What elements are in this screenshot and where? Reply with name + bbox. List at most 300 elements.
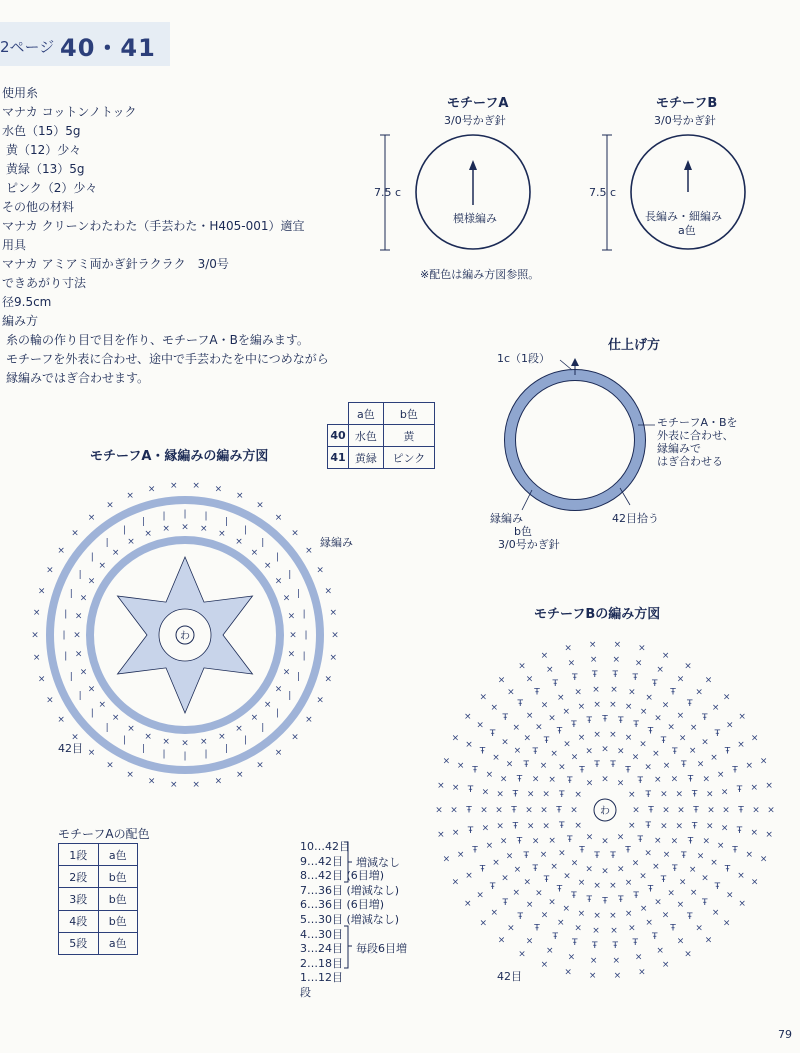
stitch-mark: × bbox=[456, 761, 465, 771]
stitch-mark: | bbox=[90, 552, 94, 563]
stitch-mark: Ŧ bbox=[618, 715, 624, 726]
stitch-mark: × bbox=[192, 780, 200, 790]
motif-b-chart-title: モチーフBの編み方図 bbox=[534, 607, 661, 622]
stitch-mark: | bbox=[224, 744, 228, 755]
stitch-mark: × bbox=[74, 611, 83, 622]
arrow-up-icon bbox=[571, 358, 579, 366]
motif-b-color: a色 bbox=[678, 224, 696, 237]
stitch-mark: × bbox=[710, 858, 718, 868]
stitch-mark: | bbox=[162, 511, 166, 522]
stitch-mark: × bbox=[235, 537, 243, 547]
stitch-mark: × bbox=[214, 776, 223, 787]
color-note: ※配色は編み方図参照。 bbox=[420, 268, 540, 281]
stitch-mark: × bbox=[235, 724, 243, 734]
stitch-mark: Ŧ bbox=[647, 884, 654, 895]
stitch-mark: Ŧ bbox=[579, 845, 585, 856]
stitch-mark: Ŧ bbox=[466, 805, 472, 816]
stitch-mark: × bbox=[540, 910, 549, 921]
stitch-mark: × bbox=[750, 783, 759, 793]
stitch-mark: × bbox=[37, 586, 46, 597]
note-line: 外表に合わせ、 bbox=[657, 429, 734, 442]
stitch-mark: × bbox=[46, 565, 54, 576]
mat-line: 水色（15）5g bbox=[2, 124, 81, 138]
note-line: b色 bbox=[514, 525, 532, 538]
stitch-mark: × bbox=[31, 630, 39, 641]
stitch-mark: × bbox=[695, 923, 703, 934]
stitch-mark: × bbox=[497, 935, 506, 946]
stitch-mark: Ŧ bbox=[567, 775, 573, 786]
stitch-mark: × bbox=[147, 484, 156, 495]
stitch-mark: × bbox=[610, 926, 618, 937]
stitch-mark: × bbox=[589, 956, 598, 967]
stitch-mark: | bbox=[64, 651, 68, 662]
stitch-mark: × bbox=[512, 887, 521, 898]
stitch-mark: | bbox=[276, 708, 280, 719]
stitch-mark: Ŧ bbox=[511, 805, 517, 816]
stitch-mark: × bbox=[507, 923, 515, 934]
stitch-mark: × bbox=[661, 700, 670, 711]
stitch-mark: × bbox=[654, 897, 662, 908]
stitch-mark: × bbox=[610, 684, 618, 695]
stitch-mark: × bbox=[287, 649, 296, 660]
stitch-mark: × bbox=[236, 770, 244, 781]
stitch-mark: × bbox=[144, 529, 152, 539]
stitch-mark: × bbox=[200, 736, 208, 747]
stitch-mark: × bbox=[256, 500, 264, 511]
motif-a-chart-title: モチーフA・縁編みの編み方図 bbox=[90, 449, 269, 464]
stitch-mark: × bbox=[485, 841, 494, 852]
stitch-mark: × bbox=[585, 832, 594, 843]
stitch-mark: × bbox=[570, 752, 579, 763]
stitch-mark: Ŧ bbox=[637, 835, 643, 846]
stitch-mark: × bbox=[523, 733, 532, 744]
stitch-mark: × bbox=[501, 873, 509, 884]
stitch-mark: × bbox=[550, 862, 558, 872]
stitch-mark: × bbox=[716, 841, 725, 852]
stitch-mark: × bbox=[162, 524, 170, 535]
color-table-header: a色 bbox=[349, 403, 384, 425]
stitch-mark: × bbox=[539, 760, 548, 771]
stitch-mark: × bbox=[111, 713, 120, 724]
mat-line: モチーフを外表に合わせ、途中で手芸わたを中につめながら bbox=[6, 352, 329, 366]
stitch-mark: Ŧ bbox=[687, 774, 694, 785]
stitch-mark: × bbox=[501, 737, 509, 748]
stitch-mark: | bbox=[162, 749, 166, 760]
stitch-mark: × bbox=[499, 836, 508, 847]
stitch-mark: × bbox=[540, 805, 548, 816]
stitch-mark: × bbox=[512, 723, 521, 734]
stitch-mark: Ŧ bbox=[724, 864, 731, 875]
stitch-mark: × bbox=[710, 753, 718, 763]
stitch-mark: Ŧ bbox=[592, 669, 598, 680]
stitch-mark: | bbox=[64, 609, 68, 620]
stitch-mark: Ŧ bbox=[594, 760, 600, 771]
stitch-mark: | bbox=[105, 723, 109, 734]
stitch-mark: | bbox=[69, 589, 73, 600]
stitch-mark: × bbox=[654, 713, 662, 724]
stitch-mark: × bbox=[451, 828, 460, 838]
stitch-mark: × bbox=[613, 640, 622, 650]
row-count: 9…42目 bbox=[300, 854, 343, 868]
stitch-mark: Ŧ bbox=[671, 747, 678, 757]
stitch-mark: × bbox=[540, 651, 549, 661]
stitch-mark: Ŧ bbox=[647, 726, 654, 737]
stitch-mark: × bbox=[316, 695, 324, 706]
stitch-mark: × bbox=[737, 871, 745, 881]
stitch-mark: Ŧ bbox=[556, 726, 563, 737]
stitch-mark: × bbox=[593, 911, 601, 922]
stitch-mark: | bbox=[297, 671, 301, 682]
stitch-mark: Ŧ bbox=[489, 882, 496, 893]
stitch-mark: Ŧ bbox=[534, 923, 540, 934]
stitch-mark: × bbox=[722, 692, 731, 703]
stitch-mark: × bbox=[558, 848, 566, 859]
row-count: 5…30目 (増減なし) bbox=[300, 912, 400, 926]
stitch-mark: × bbox=[593, 729, 601, 740]
stitch-mark: × bbox=[617, 864, 625, 875]
stitch-mark: × bbox=[437, 780, 445, 791]
stitch-mark: × bbox=[678, 877, 687, 888]
stitch-mark: × bbox=[639, 904, 648, 915]
stitch-mark: × bbox=[476, 720, 484, 731]
stitch-mark: × bbox=[546, 946, 554, 957]
stitch-mark: Ŧ bbox=[660, 735, 667, 746]
stitch-mark: | bbox=[297, 589, 301, 600]
stitch-mark: × bbox=[577, 702, 586, 713]
stitch-mark: × bbox=[609, 699, 617, 710]
stitch-mark: × bbox=[71, 528, 79, 539]
stitch-mark: × bbox=[593, 699, 601, 710]
stitch-mark: | bbox=[302, 651, 306, 662]
stitch-mark: Ŧ bbox=[670, 687, 676, 698]
stitch-mark: × bbox=[479, 692, 488, 703]
stitch-mark: × bbox=[675, 821, 684, 832]
stitch-mark: × bbox=[492, 753, 500, 763]
stitch-mark: × bbox=[525, 805, 533, 816]
stitch-mark: Ŧ bbox=[645, 789, 651, 800]
stitch-mark: × bbox=[662, 805, 670, 816]
stitch-mark: × bbox=[87, 747, 96, 758]
arrow-up-icon bbox=[469, 160, 477, 170]
stitch-mark: × bbox=[702, 836, 711, 847]
stitch-mark: × bbox=[574, 923, 582, 934]
mat-line: その他の材料 bbox=[2, 200, 75, 214]
stitch-mark: × bbox=[574, 790, 582, 800]
stitch-mark: × bbox=[759, 854, 768, 865]
stitch-mark: × bbox=[87, 684, 96, 695]
motif-b-count-label: 42目 bbox=[497, 970, 522, 983]
row-brackets bbox=[342, 838, 354, 978]
stitch-mark: × bbox=[106, 760, 114, 771]
stitch-mark: Ŧ bbox=[687, 699, 693, 710]
stitch-mark: × bbox=[704, 675, 713, 686]
stitch-mark: Ŧ bbox=[632, 672, 639, 683]
stitch-mark: Ŧ bbox=[736, 785, 743, 796]
center-ring-label: わ bbox=[600, 806, 610, 817]
stitch-mark: Ŧ bbox=[571, 720, 577, 730]
stitch-mark: × bbox=[79, 667, 88, 678]
stitch-mark: × bbox=[505, 759, 514, 770]
stitch-mark: | bbox=[105, 537, 109, 548]
stitch-mark: × bbox=[111, 547, 120, 558]
stitch-mark: × bbox=[562, 904, 571, 915]
stitch-mark: × bbox=[531, 774, 540, 785]
stitch-mark: × bbox=[696, 851, 705, 862]
stitch-mark: Ŧ bbox=[732, 765, 738, 776]
stitch-mark: × bbox=[624, 733, 633, 744]
stitch-mark: × bbox=[170, 480, 178, 491]
stitch-mark: × bbox=[624, 908, 633, 919]
stitch-mark: × bbox=[329, 608, 338, 619]
stitch-mark: × bbox=[750, 828, 759, 838]
note-line: はぎ合わせる bbox=[657, 455, 723, 468]
stitch-mark: × bbox=[704, 935, 713, 946]
color-table-row-label: 41 bbox=[328, 447, 349, 469]
note-line: 縁編み bbox=[490, 512, 523, 525]
stitch-mark: × bbox=[701, 873, 709, 884]
stitch-mark: × bbox=[32, 608, 41, 619]
stitch-mark: × bbox=[513, 745, 522, 756]
stitch-mark: × bbox=[667, 888, 675, 899]
stitch-mark: Ŧ bbox=[556, 805, 562, 816]
stitch-mark: Ŧ bbox=[602, 714, 608, 725]
stitch-mark: × bbox=[639, 739, 647, 750]
stitch-mark: × bbox=[450, 805, 458, 816]
stitch-mark: × bbox=[274, 747, 283, 758]
stitch-mark: × bbox=[481, 823, 490, 834]
stitch-mark: Ŧ bbox=[632, 938, 639, 949]
stitch-mark: × bbox=[535, 722, 543, 733]
stitch-mark: × bbox=[654, 775, 662, 785]
stitch-mark: × bbox=[127, 537, 135, 547]
stitch-mark: × bbox=[722, 805, 730, 816]
stitch-mark: Ŧ bbox=[625, 845, 631, 856]
stitch-mark: × bbox=[496, 821, 504, 832]
mat-line: ピンク（2）少々 bbox=[6, 181, 98, 195]
stitch-mark: × bbox=[287, 611, 296, 622]
stitch-mark: Ŧ bbox=[467, 825, 474, 836]
stitch-mark: × bbox=[496, 789, 504, 800]
stitch-mark: Ŧ bbox=[693, 805, 699, 816]
stitch-mark: × bbox=[525, 710, 534, 721]
stitch-mark: × bbox=[574, 821, 582, 831]
stitch-mark: Ŧ bbox=[651, 678, 658, 689]
color-cell: b色 bbox=[98, 910, 137, 932]
stitch-mark: | bbox=[288, 691, 292, 701]
stitch-mark: × bbox=[557, 692, 565, 703]
mat-line: 径9.5cm bbox=[2, 295, 52, 309]
stitch-mark: | bbox=[261, 537, 265, 548]
stitch-mark: | bbox=[243, 525, 248, 536]
stitch-mark: × bbox=[316, 565, 324, 576]
stitch-mark: | bbox=[78, 691, 82, 701]
color-table-cell: 黄緑 bbox=[349, 447, 384, 469]
stitch-mark: × bbox=[667, 722, 675, 733]
stitch-mark: × bbox=[456, 850, 465, 860]
stitch-mark: × bbox=[518, 661, 526, 672]
stitch-mark: × bbox=[282, 593, 291, 604]
stitch-mark: × bbox=[750, 877, 759, 888]
stitch-mark: × bbox=[548, 836, 556, 846]
stitch-mark: × bbox=[765, 780, 773, 791]
stitch-mark: × bbox=[526, 789, 535, 800]
stitch-mark: × bbox=[639, 871, 647, 882]
color-cell: a色 bbox=[98, 844, 137, 866]
center-ring-label: わ bbox=[180, 631, 190, 642]
stitch-mark: Ŧ bbox=[691, 789, 698, 800]
stitch-mark: × bbox=[147, 776, 156, 787]
stitch-mark: × bbox=[688, 865, 697, 876]
stitch-mark: Ŧ bbox=[618, 895, 624, 906]
round-cell: 1段 bbox=[59, 844, 99, 866]
stitch-mark: × bbox=[274, 513, 283, 524]
stitch-mark: × bbox=[256, 760, 264, 771]
stitch-mark: × bbox=[505, 851, 514, 862]
stitch-mark: Ŧ bbox=[687, 911, 693, 922]
color-cell: b色 bbox=[98, 888, 137, 910]
stitch-mark: × bbox=[677, 805, 685, 816]
stitch-mark: Ŧ bbox=[571, 672, 578, 683]
stitch-mark: × bbox=[738, 712, 746, 722]
stitch-mark: × bbox=[601, 744, 609, 755]
stitch-mark: Ŧ bbox=[660, 875, 667, 886]
stitch-mark: | bbox=[122, 735, 127, 746]
stitch-mark: × bbox=[162, 736, 170, 747]
motif-b-stitch: 長編み・細編み bbox=[645, 210, 722, 223]
stitch-mark: × bbox=[720, 787, 729, 798]
mat-line: 黄緑（13）5g bbox=[6, 162, 85, 176]
stitch-mark: × bbox=[745, 761, 754, 771]
stitch-mark: Ŧ bbox=[602, 896, 608, 907]
row-count: 2…18目 bbox=[300, 956, 343, 970]
stitch-mark: × bbox=[737, 740, 745, 750]
stitch-mark: Ŧ bbox=[701, 713, 708, 723]
stitch-mark: × bbox=[563, 871, 571, 882]
stitch-mark: Ŧ bbox=[586, 715, 592, 726]
color-cell: b色 bbox=[98, 866, 137, 888]
stitch-mark: Ŧ bbox=[625, 765, 631, 776]
stitch-mark: Ŧ bbox=[612, 669, 618, 680]
round-cell: 3段 bbox=[59, 888, 99, 910]
stitch-mark: × bbox=[499, 774, 508, 785]
stitch-mark: | bbox=[183, 751, 187, 762]
stitch-mark: × bbox=[324, 586, 333, 597]
motif-b-size: 7.5 c bbox=[589, 186, 617, 199]
stitch-mark: × bbox=[752, 805, 760, 816]
stitch-mark: | bbox=[122, 525, 127, 536]
pattern-numbers: 40・41 bbox=[60, 34, 156, 62]
stitch-mark: × bbox=[684, 661, 692, 672]
stitch-mark: × bbox=[218, 732, 226, 742]
stitch-mark: × bbox=[726, 720, 734, 731]
stitch-mark: × bbox=[464, 899, 472, 909]
stitch-mark: × bbox=[523, 877, 532, 888]
stitch-mark: × bbox=[567, 658, 576, 669]
stitch-mark: Ŧ bbox=[681, 851, 687, 861]
stitch-mark: × bbox=[548, 897, 556, 908]
stitch-mark: × bbox=[263, 561, 272, 572]
stitch-mark: × bbox=[660, 821, 668, 832]
stitch-mark: × bbox=[550, 749, 558, 759]
color-table-corner bbox=[328, 403, 349, 425]
stitch-mark: × bbox=[214, 484, 223, 495]
stitch-mark: | bbox=[142, 744, 146, 755]
stitch-mark: × bbox=[518, 949, 526, 960]
stitch-mark: Ŧ bbox=[543, 735, 550, 746]
stitch-mark: × bbox=[329, 652, 338, 663]
row-count: 3…24目 bbox=[300, 942, 343, 956]
mat-line: 糸の輪の作り目で目を作り、モチーフA・Bを編みます。 bbox=[6, 333, 309, 347]
stitch-mark: × bbox=[87, 576, 96, 587]
motif-a-edge-label: 縁編み bbox=[320, 536, 353, 549]
stitch-mark: × bbox=[711, 702, 720, 713]
stitch-mark: × bbox=[192, 480, 200, 491]
round-cell: 4段 bbox=[59, 910, 99, 932]
stitch-mark: × bbox=[695, 687, 703, 698]
stitch-mark: × bbox=[567, 952, 576, 963]
stitch-mark: | bbox=[62, 630, 66, 641]
stitch-mark: × bbox=[570, 805, 578, 816]
stitch-mark: × bbox=[662, 850, 671, 861]
stitch-mark: × bbox=[656, 946, 664, 957]
stitch-mark: Ŧ bbox=[610, 850, 616, 861]
stitch-mark: × bbox=[480, 805, 488, 816]
stitch-mark: Ŧ bbox=[467, 785, 474, 796]
stitch-mark: Ŧ bbox=[552, 932, 559, 943]
stitch-mark: × bbox=[577, 908, 586, 919]
stitch-mark: × bbox=[490, 702, 499, 713]
stitch-mark: | bbox=[302, 609, 306, 620]
stitch-mark: × bbox=[678, 733, 687, 744]
stitch-mark: × bbox=[589, 654, 598, 665]
stitch-mark: × bbox=[613, 971, 622, 980]
stitch-mark: Ŧ bbox=[472, 765, 478, 776]
stitch-mark: × bbox=[442, 756, 451, 767]
row-count: 8…42目 (6目増) bbox=[300, 869, 385, 883]
stitch-mark: × bbox=[696, 759, 705, 770]
row-count: 6…36目 (6目増) bbox=[300, 898, 385, 912]
stitch-mark: × bbox=[654, 836, 662, 846]
stitch-mark: Ŧ bbox=[736, 825, 743, 836]
stitch-mark: Ŧ bbox=[724, 746, 731, 757]
stitch-mark: × bbox=[684, 949, 692, 960]
stitch-mark: Ŧ bbox=[586, 895, 592, 906]
stitch-mark: Ŧ bbox=[714, 882, 721, 893]
stitch-mark: × bbox=[592, 926, 600, 937]
stitch-mark: × bbox=[525, 936, 534, 947]
stitch-mark: × bbox=[628, 821, 636, 831]
stitch-mark: Ŧ bbox=[523, 760, 529, 770]
stitch-mark: Ŧ bbox=[559, 789, 565, 800]
stitch-mark: × bbox=[32, 652, 41, 663]
note-line: 縁編みで bbox=[657, 442, 701, 455]
stitch-mark: × bbox=[74, 649, 83, 660]
note-line: モチーフA・Bを bbox=[657, 416, 738, 429]
stitch-mark: × bbox=[628, 923, 636, 934]
stitch-mark: × bbox=[722, 918, 731, 929]
stitch-mark: × bbox=[676, 710, 685, 721]
stitch-mark: × bbox=[720, 823, 729, 834]
stitch-mark: × bbox=[624, 877, 633, 888]
stitch-mark: Ŧ bbox=[479, 864, 486, 875]
motif-b-title: モチーフB bbox=[656, 96, 718, 111]
stitch-mark: Ŧ bbox=[552, 678, 559, 689]
stitch-mark: × bbox=[291, 732, 299, 743]
stitch-mark: Ŧ bbox=[472, 845, 478, 856]
stitch-mark: × bbox=[497, 675, 506, 686]
stitch-mark: Ŧ bbox=[651, 932, 658, 943]
motif-a-size: 7.5 c bbox=[374, 186, 402, 199]
